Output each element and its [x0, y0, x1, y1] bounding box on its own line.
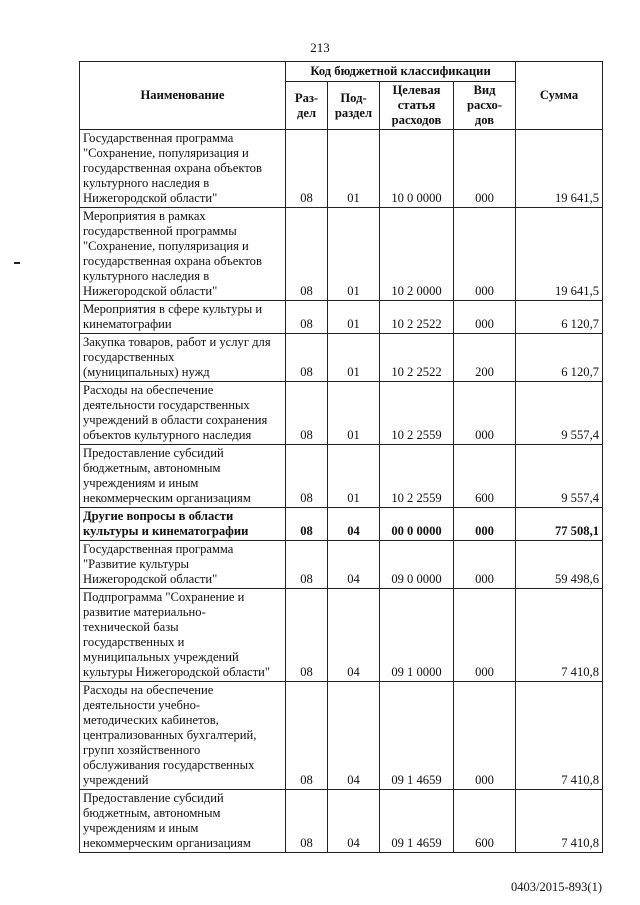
row-vid-cell: 000	[454, 382, 516, 445]
row-vid-cell: 000	[454, 541, 516, 589]
row-razdel-cell: 08	[286, 130, 328, 208]
row-name-cell: Закупка товаров, работ и услуг для государственных (муниципальных) нужд	[80, 334, 286, 382]
row-razdel-cell: 08	[286, 508, 328, 541]
row-name-cell: Другие вопросы в области культуры и кинематографии	[80, 508, 286, 541]
table-row	[80, 589, 603, 682]
row-podrazdel-cell: 04	[328, 541, 380, 589]
row-name-cell: Мероприятия в сфере культуры и кинематографии	[80, 301, 286, 334]
table-row	[80, 508, 603, 541]
row-name-cell: Расходы на обеспечение деятельности государственных учреждений в области сохранения объектов культурного наследия	[80, 382, 286, 445]
row-sum-cell: 59 498,6	[516, 541, 603, 589]
table-row	[80, 790, 603, 853]
row-podrazdel-cell: 04	[328, 682, 380, 790]
column-header-vid: Вид расхо- дов	[454, 82, 516, 130]
row-razdel-cell: 08	[286, 382, 328, 445]
table-row	[80, 130, 603, 208]
row-razdel-cell: 08	[286, 301, 328, 334]
row-podrazdel-cell: 01	[328, 301, 380, 334]
row-name-cell: Предоставление субсидий бюджетным, автономным учреждениям и иным некоммерческим организациям	[80, 445, 286, 508]
table-header	[80, 62, 603, 130]
budget-table	[79, 61, 603, 853]
row-vid-cell: 200	[454, 334, 516, 382]
row-sum-cell: 19 641,5	[516, 208, 603, 301]
row-vid-cell: 000	[454, 508, 516, 541]
column-group-header-code: Код бюджетной классификации	[286, 62, 516, 82]
row-sum-cell: 6 120,7	[516, 334, 603, 382]
row-sum-cell: 9 557,4	[516, 445, 603, 508]
row-vid-cell: 600	[454, 790, 516, 853]
row-razdel-cell: 08	[286, 445, 328, 508]
column-header-podrazdel: Под- раздел	[328, 82, 380, 130]
table-row	[80, 208, 603, 301]
table-row	[80, 445, 603, 508]
column-header-razdel: Раз- дел	[286, 82, 328, 130]
row-target-cell: 10 2 2522	[380, 301, 454, 334]
column-header-target: Целевая статья расходов	[380, 82, 454, 130]
table-row	[80, 682, 603, 790]
page-number: 213	[310, 40, 330, 55]
row-target-cell: 09 0 0000	[380, 541, 454, 589]
row-podrazdel-cell: 04	[328, 790, 380, 853]
row-podrazdel-cell: 01	[328, 445, 380, 508]
row-vid-cell: 000	[454, 208, 516, 301]
row-podrazdel-cell: 01	[328, 130, 380, 208]
row-podrazdel-cell: 04	[328, 508, 380, 541]
row-razdel-cell: 08	[286, 208, 328, 301]
row-sum-cell: 6 120,7	[516, 301, 603, 334]
row-name-cell: Государственная программа "Сохранение, популяризация и государственная охрана объектов культурного наследия в Нижегородской области"	[80, 130, 286, 208]
row-target-cell: 00 0 0000	[380, 508, 454, 541]
table-row	[80, 541, 603, 589]
row-sum-cell: 19 641,5	[516, 130, 603, 208]
row-name-cell: Предоставление субсидий бюджетным, автономным учреждениям и иным некоммерческим организациям	[80, 790, 286, 853]
row-sum-cell: 7 410,8	[516, 682, 603, 790]
document-code: 0403/2015-893(1)	[511, 880, 602, 894]
column-header-name: Наименование	[80, 62, 286, 130]
table-row	[80, 382, 603, 445]
row-name-cell: Мероприятия в рамках государственной программы "Сохранение, популяризация и государственная охрана объектов культурного наследия в Нижегородской области"	[80, 208, 286, 301]
row-sum-cell: 7 410,8	[516, 790, 603, 853]
row-vid-cell: 000	[454, 682, 516, 790]
row-vid-cell: 000	[454, 301, 516, 334]
row-podrazdel-cell: 04	[328, 589, 380, 682]
row-vid-cell: 000	[454, 589, 516, 682]
row-target-cell: 10 0 0000	[380, 130, 454, 208]
row-razdel-cell: 08	[286, 682, 328, 790]
row-target-cell: 09 1 0000	[380, 589, 454, 682]
row-target-cell: 10 2 2559	[380, 445, 454, 508]
table-row	[80, 301, 603, 334]
row-name-cell: Подпрограмма "Сохранение и развитие материально- технической базы государственных и муниципальных учреждений культуры Нижегородской области"	[80, 589, 286, 682]
row-target-cell: 10 2 0000	[380, 208, 454, 301]
row-razdel-cell: 08	[286, 334, 328, 382]
row-target-cell: 10 2 2522	[380, 334, 454, 382]
row-target-cell: 09 1 4659	[380, 790, 454, 853]
row-podrazdel-cell: 01	[328, 382, 380, 445]
row-sum-cell: 77 508,1	[516, 508, 603, 541]
row-target-cell: 10 2 2559	[380, 382, 454, 445]
row-razdel-cell: 08	[286, 589, 328, 682]
column-header-sum: Сумма	[516, 62, 603, 130]
row-razdel-cell: 08	[286, 790, 328, 853]
row-vid-cell: 600	[454, 445, 516, 508]
row-podrazdel-cell: 01	[328, 334, 380, 382]
row-vid-cell: 000	[454, 130, 516, 208]
row-name-cell: Государственная программа "Развитие культуры Нижегородской области"	[80, 541, 286, 589]
row-target-cell: 09 1 4659	[380, 682, 454, 790]
table-row	[80, 334, 603, 382]
row-sum-cell: 7 410,8	[516, 589, 603, 682]
table-body	[80, 130, 603, 853]
row-razdel-cell: 08	[286, 541, 328, 589]
row-name-cell: Расходы на обеспечение деятельности учебно- методических кабинетов, централизованных бухгалтерий, групп хозяйственного обслуживания государственных учреждений	[80, 682, 286, 790]
row-podrazdel-cell: 01	[328, 208, 380, 301]
margin-mark	[14, 262, 20, 264]
row-sum-cell: 9 557,4	[516, 382, 603, 445]
